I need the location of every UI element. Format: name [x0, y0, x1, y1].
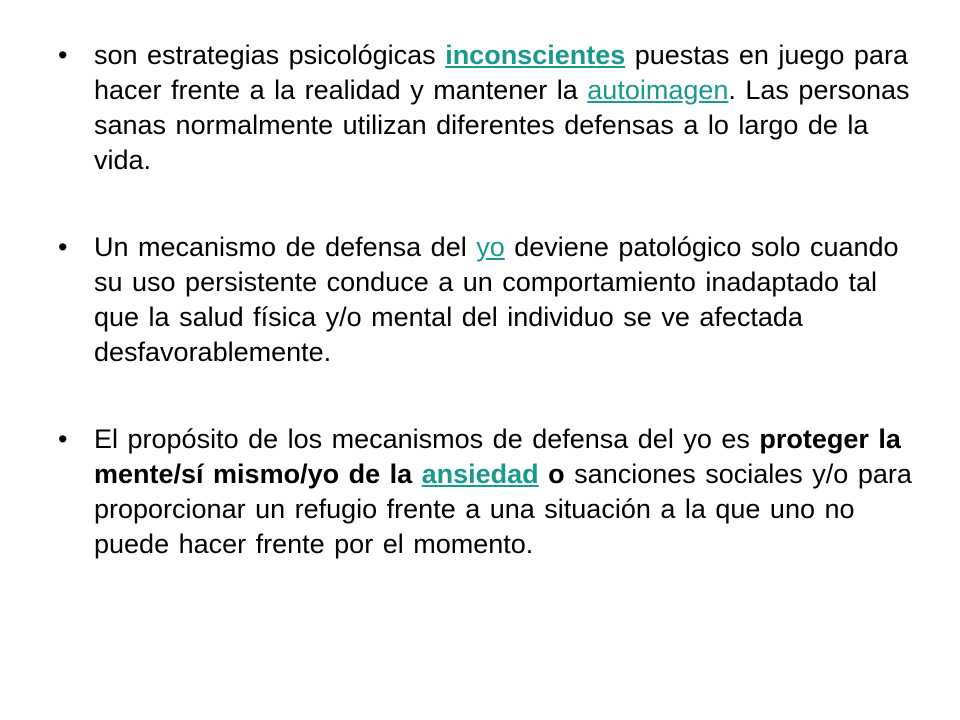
link-autoimagen[interactable]: autoimagen: [587, 75, 729, 105]
text-segment: . Las personas sanas normalmente utilizan diferentes defensas a lo largo de la vida.: [94, 75, 910, 175]
bold-text-segment: o: [538, 459, 565, 489]
text-segment: son estrategias psicológicas: [94, 40, 446, 70]
text-segment: puestas en juego para hacer frente a la realidad y mantener la: [94, 40, 908, 105]
text-segment: sanciones sociales y/o para proporcionar un refugio frente a una situación a la que uno no puede hacer frente por el momento.: [94, 459, 912, 559]
link-inconscientes[interactable]: inconscientes: [445, 40, 626, 70]
bullet-icon: •: [58, 232, 68, 262]
bullet-icon: •: [58, 40, 68, 70]
link-yo[interactable]: yo: [476, 232, 505, 262]
text-segment: deviene patológico solo cuando su uso persistente conduce a un comportamiento inadaptado tal que la salud física y/o mental del individuo se ve afectada desfavorablemente.: [94, 232, 899, 367]
bullet-item-purpose: [58, 422, 918, 562]
bullet-list: [58, 38, 918, 562]
text-segment: El propósito de los mecanismos de defensa del yo es: [94, 424, 760, 454]
bullet-item-defense-strategies: [58, 38, 918, 178]
text-segment: Un mecanismo de defensa del: [94, 232, 477, 262]
bullet-icon: •: [58, 424, 68, 454]
bold-text-segment: proteger la mente/sí mismo/yo de la: [94, 424, 901, 489]
bullet-item-pathological-mechanism: [58, 230, 918, 370]
link-ansiedad[interactable]: ansiedad: [421, 459, 539, 489]
